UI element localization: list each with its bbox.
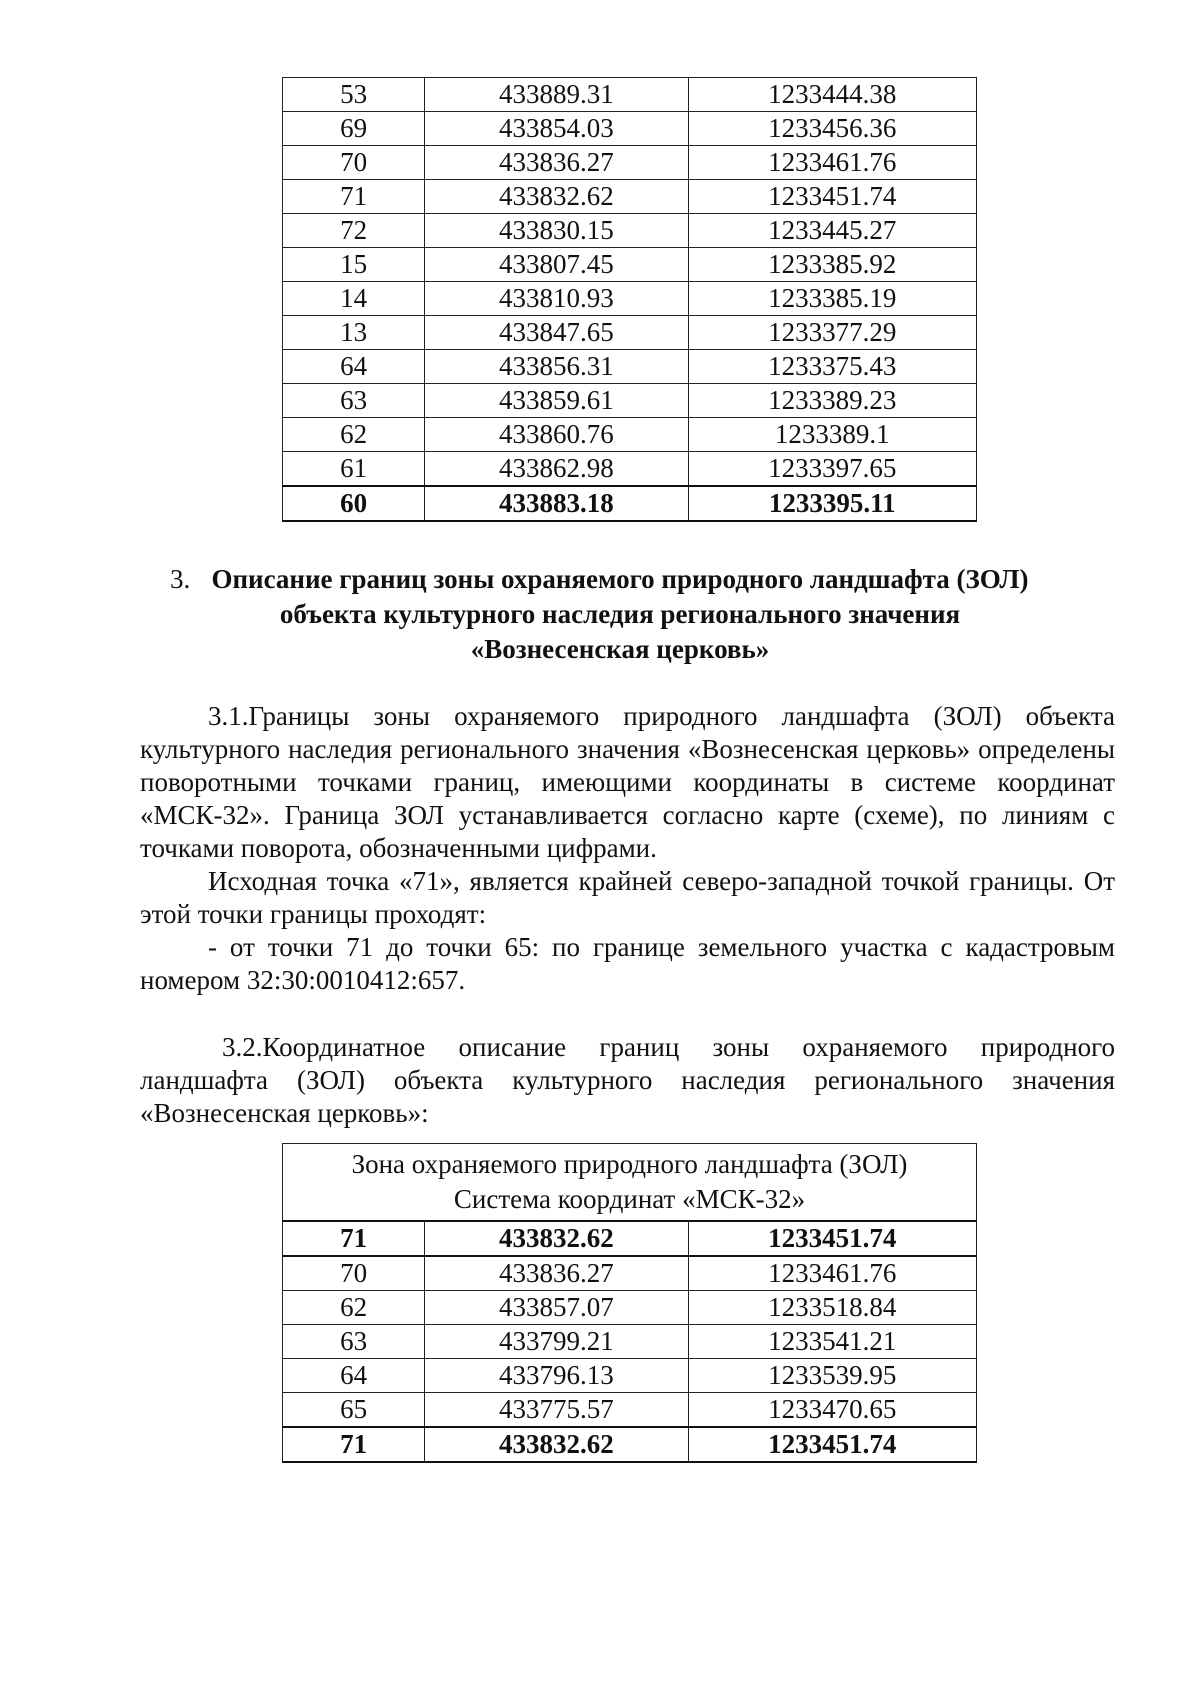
coord-x: 433836.27 xyxy=(425,146,688,180)
coord-x: 433856.31 xyxy=(425,350,688,384)
point-number: 64 xyxy=(283,350,425,384)
coord-x: 433799.21 xyxy=(425,1325,688,1359)
coord-y: 1233518.84 xyxy=(688,1291,976,1325)
table-row xyxy=(283,146,977,180)
section-number: 3. xyxy=(170,564,191,594)
paragraph-origin-point xyxy=(140,865,1115,931)
point-number: 14 xyxy=(283,282,425,316)
coord-y: 1233397.65 xyxy=(688,452,976,487)
coord-y: 1233451.74 xyxy=(688,180,976,214)
point-number: 63 xyxy=(283,1325,425,1359)
coord-x: 433796.13 xyxy=(425,1359,688,1393)
coord-x: 433857.07 xyxy=(425,1291,688,1325)
coord-y: 1233451.74 xyxy=(688,1221,976,1256)
coord-x: 433859.61 xyxy=(425,384,688,418)
coord-x: 433847.65 xyxy=(425,316,688,350)
table-row xyxy=(283,214,977,248)
table-row xyxy=(283,350,977,384)
table-row xyxy=(283,1393,977,1428)
table-row-closing xyxy=(283,1427,977,1462)
table-row xyxy=(283,1256,977,1291)
coord-x: 433860.76 xyxy=(425,418,688,452)
point-number: 60 xyxy=(283,486,425,521)
coord-y: 1233377.29 xyxy=(688,316,976,350)
table-row xyxy=(283,78,977,112)
coord-y: 1233389.1 xyxy=(688,418,976,452)
coord-x: 433832.62 xyxy=(425,1427,688,1462)
coord-x: 433832.62 xyxy=(425,1221,688,1256)
coord-y: 1233395.11 xyxy=(688,486,976,521)
point-number: 63 xyxy=(283,384,425,418)
table-row xyxy=(283,316,977,350)
coord-y: 1233385.92 xyxy=(688,248,976,282)
heading-line: объекта культурного наследия регионального значения xyxy=(279,599,961,629)
coord-x: 433807.45 xyxy=(425,248,688,282)
point-number: 71 xyxy=(283,180,425,214)
table-row xyxy=(283,1359,977,1393)
point-number: 69 xyxy=(283,112,425,146)
table-row xyxy=(283,112,977,146)
caption-line: Система координат «МСК-32» xyxy=(453,1184,806,1214)
coord-y: 1233470.65 xyxy=(688,1393,976,1428)
coord-y: 1233444.38 xyxy=(688,78,976,112)
coord-y: 1233385.19 xyxy=(688,282,976,316)
coord-x: 433836.27 xyxy=(425,1256,688,1291)
table-row-start xyxy=(283,1221,977,1256)
point-number: 70 xyxy=(283,146,425,180)
caption-line: Зона охраняемого природного ландшафта (ЗОЛ) xyxy=(351,1149,908,1179)
coord-y: 1233539.95 xyxy=(688,1359,976,1393)
coord-x: 433832.62 xyxy=(425,180,688,214)
point-number: 61 xyxy=(283,452,425,487)
point-number: 72 xyxy=(283,214,425,248)
table-row xyxy=(283,1325,977,1359)
table-row xyxy=(283,1291,977,1325)
coord-y: 1233456.36 xyxy=(688,112,976,146)
table-row-closing xyxy=(283,486,977,521)
coord-y: 1233375.43 xyxy=(688,350,976,384)
zol-coordinates-table xyxy=(282,1143,977,1463)
paragraph-text: Исходная точка «71», является крайней северо-западной точкой границы. От этой точки границы проходят: xyxy=(140,866,1115,929)
coord-y: 1233445.27 xyxy=(688,214,976,248)
table-caption-row xyxy=(283,1144,977,1222)
coord-x: 433775.57 xyxy=(425,1393,688,1428)
coord-x: 433889.31 xyxy=(425,78,688,112)
paragraph-boundary-route xyxy=(140,931,1115,997)
table-row xyxy=(283,384,977,418)
point-number: 70 xyxy=(283,1256,425,1291)
point-number: 13 xyxy=(283,316,425,350)
coord-y: 1233461.76 xyxy=(688,1256,976,1291)
point-number: 62 xyxy=(283,418,425,452)
coordinates-table-continued xyxy=(282,77,977,522)
table-row xyxy=(283,418,977,452)
point-number: 64 xyxy=(283,1359,425,1393)
table-row xyxy=(283,248,977,282)
point-number: 71 xyxy=(283,1221,425,1256)
coord-y: 1233461.76 xyxy=(688,146,976,180)
point-number: 15 xyxy=(283,248,425,282)
coord-y: 1233389.23 xyxy=(688,384,976,418)
coord-x: 433854.03 xyxy=(425,112,688,146)
coord-x: 433810.93 xyxy=(425,282,688,316)
section-heading xyxy=(140,562,1100,667)
heading-line: Описание границ зоны охраняемого природного ландшафта (ЗОЛ) xyxy=(211,564,1029,594)
table-caption xyxy=(283,1144,977,1222)
point-number: 71 xyxy=(283,1427,425,1462)
coord-x: 433883.18 xyxy=(425,486,688,521)
point-number: 53 xyxy=(283,78,425,112)
coord-y: 1233451.74 xyxy=(688,1427,976,1462)
point-number: 65 xyxy=(283,1393,425,1428)
paragraph-3-2 xyxy=(140,1031,1115,1130)
table-row xyxy=(283,282,977,316)
table-row xyxy=(283,180,977,214)
coord-y: 1233541.21 xyxy=(688,1325,976,1359)
paragraph-3-1 xyxy=(140,700,1115,865)
paragraph-text: - от точки 71 до точки 65: по границе земельного участка с кадастровым номером 32:30:0010412:657. xyxy=(140,932,1115,995)
coord-x: 433862.98 xyxy=(425,452,688,487)
point-number: 62 xyxy=(283,1291,425,1325)
coord-x: 433830.15 xyxy=(425,214,688,248)
heading-line: «Вознесенская церковь» xyxy=(470,634,770,664)
paragraph-text: 3.1.Границы зоны охраняемого природного ландшафта (ЗОЛ) объекта культурного наследия регионального значения «Вознесенская церковь» определены поворотными точками границ, имеющими координаты в системе координат «МСК-32». Граница ЗОЛ устанавливается согласно карте (схеме), по линиям с точками поворота, обозначенными цифрами. xyxy=(140,701,1115,863)
table-row xyxy=(283,452,977,487)
paragraph-text: 3.2.Координатное описание границ зоны охраняемого природного ландшафта (ЗОЛ) объекта культурного наследия регионального значения «Вознесенская церковь»: xyxy=(140,1032,1115,1128)
